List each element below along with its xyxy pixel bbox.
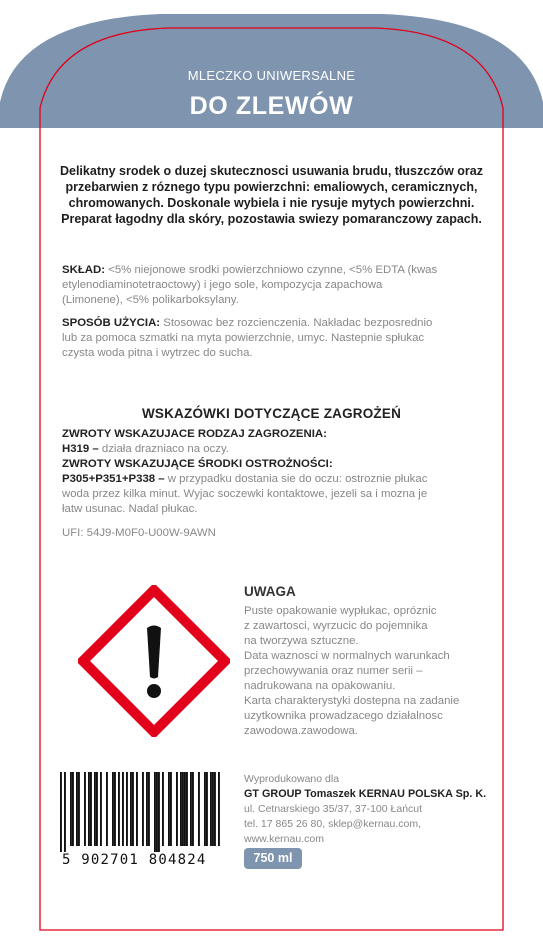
barcode-bar — [198, 772, 200, 846]
exclamation-mark-ghs07-icon — [78, 585, 230, 737]
product-description: Delikatny srodek o duzej skutecznosci usuwania brudu, tłuszczów oraz przebarwien z róznego typu powierzchni: emaliowych, ceramicznych, chromowanych. Doskonale wybiela i nie rysuje mytych powierzchni. Preparat łagodny dla skóry, pozostawia swiezy pomaranczowy zapach. — [59, 164, 483, 226]
barcode-bar — [78, 772, 80, 846]
producer-address: ul. Cetnarskiego 35/37, 37-100 Łańcut — [244, 803, 423, 815]
barcode-bar — [70, 772, 72, 846]
composition-section: SKŁAD: <5% niejonowe srodki powierzchniowo czynne, <5% EDTA (kwas etylenodiaminotetraoctowy) i jego sole, kompozycja zapachowa (Limonene), <5% polikarboksylany. — [62, 264, 438, 306]
barcode-bar — [72, 772, 74, 846]
barcode-bar — [136, 772, 138, 846]
barcode-bar — [156, 772, 158, 852]
ufi-code: UFI: 54J9-M0F0-U00W-9AWN — [62, 527, 216, 539]
product-tagline: STALOWYCH I GRANITOWYCH — [190, 126, 353, 138]
barcode-bar — [96, 772, 98, 846]
barcode-bar — [94, 772, 96, 846]
uwaga-title: UWAGA — [244, 584, 296, 599]
barcode-icon — [60, 772, 220, 852]
barcode-bar — [148, 772, 150, 846]
barcode-bar — [118, 772, 120, 846]
barcode-bar — [146, 772, 148, 846]
h-heading: ZWROTY WSKAZUJACE RODZAJ ZAGROZENIA: — [62, 428, 327, 440]
barcode-number: 5 902701 804824 — [62, 852, 207, 868]
h-code: H319 – — [62, 443, 99, 455]
producer-website: www.kernau.com — [244, 833, 324, 845]
usage-label: SPOSÓB UŻYCIA: — [62, 317, 161, 329]
barcode-bar — [100, 772, 102, 846]
barcode-bar — [114, 772, 116, 846]
barcode-bar — [142, 772, 144, 846]
barcode-bar — [122, 772, 124, 846]
barcode-bar — [76, 772, 78, 846]
barcode-bar — [176, 772, 178, 846]
barcode-bar — [206, 772, 208, 846]
barcode-bar — [190, 772, 192, 846]
hazard-statements: ZWROTY WSKAZUJACE RODZAJ ZAGROZENIA: H319 – działa drazniaco na oczy. ZWROTY WSKAZUJĄCE ŚRODKI OSTROŻNOŚCI: P305+P351+P338 – w przypadku dostania sie do oczu: ostroznie płukac woda przez kilka minut. Wyjac soczewki kontaktowe, jezeli sa i mozna je łatw usunac. Nadal płukac. UFI: 54J9-M0F0-U00W-9AWN — [62, 427, 502, 541]
uwaga-text: Puste opakowanie wypłukac, opróznic z zawartosci, wyrzucic do pojemnika na tworzywa sztuczne. Data waznosci w normalnych warunkach przechowywania oraz numer serii – nadrukowana na opakowaniu. Karta charakterystyki dostepna na zadanie uzytkownika prowadzacego działalnosc zawodowa.zawodowa. — [244, 605, 460, 737]
barcode-bar — [170, 772, 172, 846]
p-heading: ZWROTY WSKAZUJĄCE ŚRODKI OSTROŻNOŚCI: — [62, 458, 333, 470]
barcode-bar — [210, 772, 212, 846]
barcode-bar — [130, 772, 132, 846]
hazard-title: WSKAZÓWKI DOTYCZĄCE ZAGROŻEŃ — [141, 406, 402, 421]
barcode-bar — [162, 772, 164, 846]
p-code: P305+P351+P338 – — [62, 473, 165, 485]
barcode-bar — [64, 772, 66, 852]
product-subtitle: MLECZKO UNIWERSALNE — [187, 68, 356, 83]
producer-contact: tel. 17 865 26 80, sklep@kernau.com, — [244, 818, 422, 830]
barcode-bar — [112, 772, 114, 846]
barcode-bar — [158, 772, 160, 852]
producer-intro: Wyprodukowano dla — [244, 773, 340, 785]
usage-section: SPOSÓB UŻYCIA: Stosowac bez rozcienczenia. Nakładac bezposrednio lub za pomoca szmatki na myta powierzchnie, umyc. Nastepnie spłukac czysta woda pitna i wytrzec do sucha. — [62, 317, 433, 359]
barcode-bar — [186, 772, 188, 846]
barcode-bar — [168, 772, 170, 846]
barcode-bar — [88, 772, 90, 846]
barcode-bar — [90, 772, 92, 846]
barcode-bar — [204, 772, 206, 846]
product-title: DO ZLEWÓW — [189, 92, 354, 120]
barcode-bar — [184, 772, 186, 846]
producer-company: GT GROUP Tomaszek KERNAU POLSKA Sp. K. — [244, 788, 487, 800]
barcode-bar — [154, 772, 156, 852]
barcode-bar — [180, 772, 182, 846]
barcode-bar — [182, 772, 184, 846]
barcode-bar — [60, 772, 62, 852]
barcode-bar — [212, 772, 214, 846]
barcode-bar — [84, 772, 86, 846]
producer-info — [244, 772, 486, 847]
barcode-bar — [132, 772, 134, 846]
barcode-bar — [192, 772, 194, 846]
volume-badge: 750 ml — [244, 848, 302, 869]
composition-label: SKŁAD: — [62, 264, 106, 276]
barcode-bar — [218, 772, 220, 846]
barcode-bar — [106, 772, 108, 846]
barcode-bar — [126, 772, 128, 846]
barcode-bar — [214, 772, 216, 846]
